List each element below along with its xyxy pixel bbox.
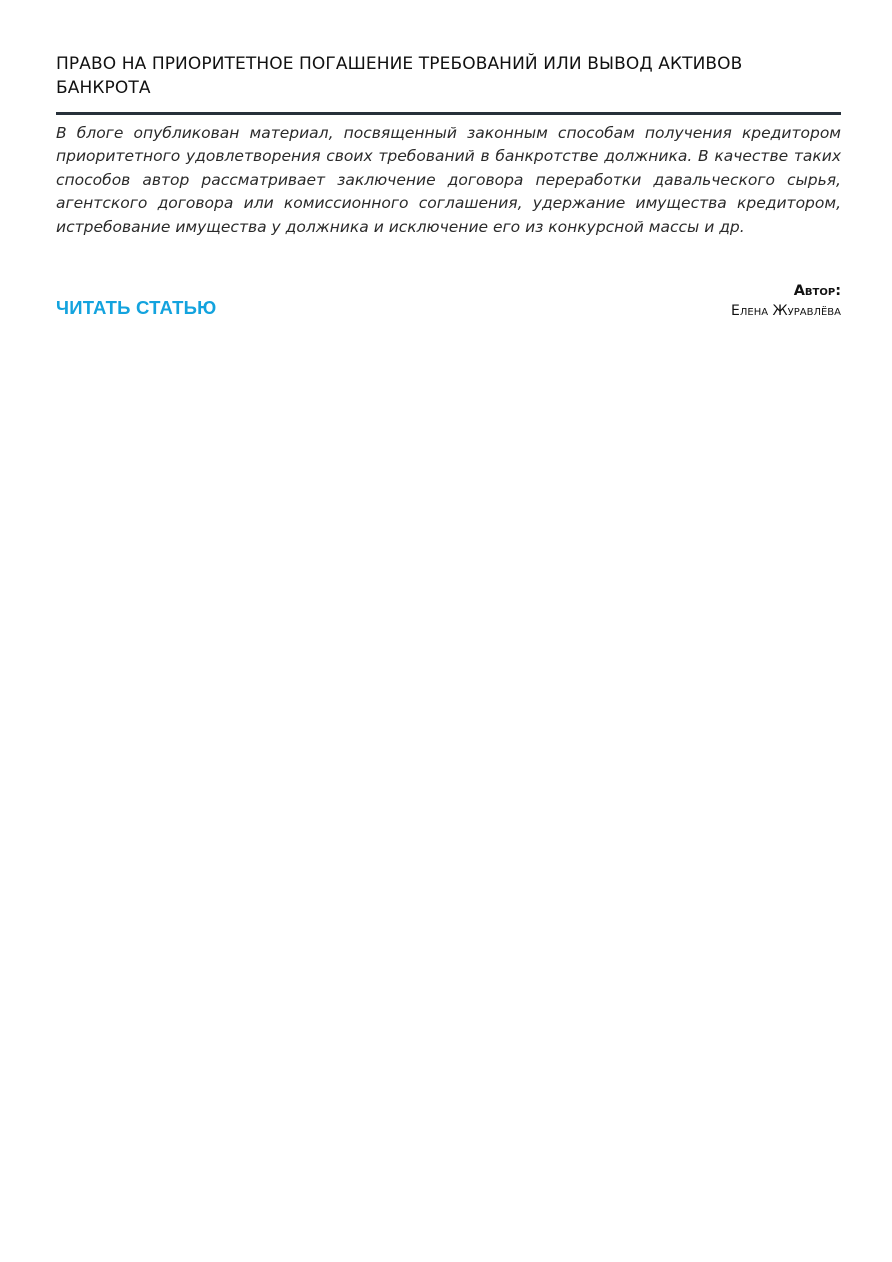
author-label: Автор: xyxy=(793,283,841,300)
article-summary: В блоге опубликован материал, посвященный законным способам получения кредитором приоритетного удовлетворения своих требований в банкротстве должника. В качестве таких способов автор рассматривает заключение договора переработки давальческого сырья, агентского договора или комиссионного соглашения, удержание имущества кредитором, истребование имущества у должника и исключение его из конкурсной массы и др. xyxy=(56,124,841,236)
article-footer xyxy=(56,281,841,329)
author-block xyxy=(731,281,841,321)
article-card xyxy=(56,52,841,329)
title-divider xyxy=(56,112,841,115)
author-name: Елена Журавлёва xyxy=(731,303,841,320)
article-title: ПРАВО НА ПРИОРИТЕТНОЕ ПОГАШЕНИЕ ТРЕБОВАНИЙ ИЛИ ВЫВОД АКТИВОВ БАНКРОТА xyxy=(56,54,743,98)
read-article-link[interactable]: ЧИТАТЬ СТАТЬЮ xyxy=(56,297,217,319)
